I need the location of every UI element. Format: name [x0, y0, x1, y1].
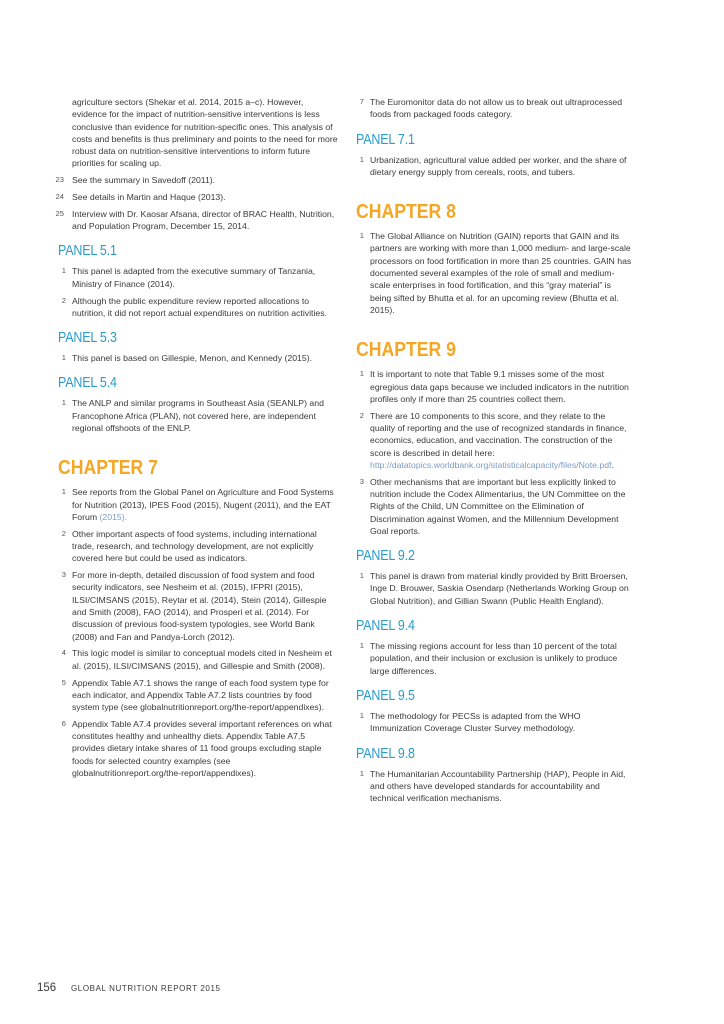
endnote-text: See the summary in Savedoff (2011).	[72, 175, 216, 186]
endnote-text: It is important to note that Table 9.1 misses some of the most egregious data gaps because we included indicators in the nutrition profiles only if more than 25 countries collect them.	[370, 369, 629, 404]
page-footer	[37, 982, 221, 994]
endnote-number: 1	[61, 266, 66, 276]
endnote-number: 1	[359, 154, 364, 164]
endnote-text: Other important aspects of food systems, including international trade, research, and technology development, are not explicitly covered here but could be used as indicators.	[72, 528, 317, 564]
endnote	[58, 569, 340, 643]
endnote-text: Urbanization, agricultural value added per worker, and the share of dietary energy supply from cereals, roots, and tubers.	[370, 154, 627, 177]
panel-9-4-heading: PANEL 9.4	[356, 618, 415, 635]
endnote-text: This panel is drawn from material kindly provided by Britt Broersen, Inge D. Brouwer, Saskia Osendarp (Netherlands Working Group on Global Nutrition), and Gillian Swann (Public Health England).	[370, 571, 629, 606]
endnote-number: 24	[55, 192, 64, 202]
endnote	[58, 528, 340, 565]
endnote-number: 2	[359, 410, 364, 420]
chapter-9-heading: CHAPTER 9	[356, 338, 456, 362]
right-column	[356, 96, 632, 809]
panel-7-1-heading: PANEL 7.1	[356, 131, 415, 148]
endnote-number: 1	[359, 571, 364, 581]
endnote	[356, 230, 632, 316]
endnote-text: Although the public expenditure review reported allocations to nutrition, it did not report actual expenditures on nutrition activities.	[72, 295, 327, 318]
endnote-text: See reports from the Global Panel on Agriculture and Food Systems for Nutrition (2013), IPES Food (2015), Nugent (2011), and the EAT Forum	[72, 487, 334, 522]
endnote-number: 1	[359, 231, 364, 241]
endnote-text: The Euromonitor data do not allow us to break out ultraprocessed foods from packaged foods category.	[370, 97, 623, 120]
endnote-text: See details in Martin and Haque (2013).	[72, 192, 226, 203]
endnote-number: 25	[55, 208, 64, 218]
reference-link[interactable]: (2015).	[99, 511, 128, 522]
panel-9-2-heading: PANEL 9.2	[356, 548, 415, 565]
panel-9-5-heading: PANEL 9.5	[356, 687, 415, 704]
endnote	[356, 768, 632, 805]
endnote	[58, 677, 340, 714]
endnote-number: 3	[359, 476, 364, 486]
endnote	[58, 295, 340, 320]
report-title: GLOBAL NUTRITION REPORT 2015	[70, 984, 221, 993]
endnote-text: The methodology for PECSs is adapted from the WHO Immunization Coverage Cluster Survey methodology.	[370, 710, 581, 734]
endnote	[58, 647, 340, 672]
endnote-number: 6	[61, 718, 66, 728]
endnote-number: 5	[61, 677, 66, 687]
endnote-number: 4	[61, 648, 66, 658]
endnote-text-end: .	[611, 459, 614, 470]
endnote-text: This panel is adapted from the executive summary of Tanzania, Ministry of Finance (2014).	[72, 266, 316, 289]
endnote	[58, 352, 340, 364]
endnote-number: 7	[359, 97, 364, 106]
endnote-number: 1	[359, 369, 364, 379]
endnote-text: The Humanitarian Accountability Partnership (HAP), People in Aid, and others have developed standards for accountability and technical verification mechanisms.	[370, 768, 626, 804]
endnote-number: 1	[61, 398, 66, 408]
endnote-text: This panel is based on Gillespie, Menon, and Kennedy (2015).	[72, 353, 313, 364]
endnote	[356, 640, 632, 677]
endnote	[58, 486, 340, 523]
endnote-24	[55, 191, 340, 203]
panel-5-4-heading: PANEL 5.4	[58, 375, 117, 392]
panel-5-1-heading: PANEL 5.1	[58, 243, 117, 260]
endnote-text: Appendix Table A7.4 provides several important references on what constitutes healthy and unhealthy diets. Appendix Table A7.5 provides dietary intake shares of 11 food groups excluding staple foods for selected country examples (see globalnutritionreport.org/the-report/appendixes).	[72, 718, 332, 779]
endnote	[356, 368, 632, 405]
endnote-number: 1	[359, 768, 364, 778]
endnote-number: 2	[61, 528, 66, 538]
endnote-number: 1	[61, 353, 66, 363]
page-number: 156	[37, 982, 57, 994]
endnote	[58, 397, 340, 434]
endnote	[58, 718, 340, 779]
endnote-text: There are 10 components to this score, and they relate to the quality of reporting and the use of recognized standards in finance, economics, education, and vaccination. The construction of the score is described in detail here:	[370, 410, 627, 458]
continued-note-text: agriculture sectors (Shekar et al. 2014, 2015 a–c). However, evidence for the impact of nutrition-sensitive interventions is less conclusive than evidence for nutrition-specific ones. This analysis of costs and benefits is thus preliminary and points to the need for more robust data on nutrition-sensitive interventions to inform future priorities for scaling up.	[72, 97, 338, 169]
endnote-text: The missing regions account for less than 10 percent of the total population, and their inclusion or exclusion is unlikely to produce large differences.	[370, 641, 618, 676]
endnote	[356, 154, 632, 179]
endnote-25	[55, 208, 340, 233]
endnote-text: For more in-depth, detailed discussion of food system and food security indicators, see Nesheim et al. (2015), IFPRI (2015), ILSI/CIMSANS (2015), Reytar et al. (2014), Stein (2014), Gillespie and Smith (2008), FAO (2014), and Prosperi et al. (2014). For discussion of previous food-system typologies, see World Bank (2008) and Fan and Pandya-Lorch (2012).	[72, 570, 327, 642]
reference-link[interactable]: http://datatopics.worldbank.org/statisticalcapacity/files/Note.pdf	[370, 459, 612, 470]
endnote	[356, 710, 632, 735]
chapter-7-heading: CHAPTER 7	[58, 456, 158, 480]
endnote-text: The Global Alliance on Nutrition (GAIN) reports that GAIN and its partners are working with more than 1,000 medium- and large-scale processors on food fortification in more than 25 countries. GAIN has documented several examples of the role of small and medium-scale enterprises in food fortification, and this “gray material” is being sifted by Bhutta et al. for an upcoming review (Bhutta et al. 2015).	[370, 231, 632, 315]
chapter-8-heading: CHAPTER 8	[356, 200, 456, 224]
endnote	[356, 410, 632, 471]
endnote-text: This logic model is similar to conceptual models cited in Nesheim et al. (2015), ILSI/CIMSANS (2015), and Gillespie and Smith (2008).	[72, 648, 332, 671]
endnote	[356, 570, 632, 607]
endnote-7	[356, 96, 632, 121]
endnote-number: 3	[61, 570, 66, 580]
endnote-text: Interview with Dr. Kaosar Afsana, director of BRAC Health, Nutrition, and Population Program, December 15, 2014.	[72, 208, 335, 232]
endnote-number: 1	[61, 487, 66, 497]
left-column	[55, 96, 340, 784]
endnote-number: 1	[359, 641, 364, 651]
endnote-text: The ANLP and similar programs in Southeast Asia (SEANLP) and Francophone Africa (PLAN), not covered here, are independent regional offshoots of the ENLP.	[72, 398, 324, 434]
endnote	[356, 476, 632, 537]
endnote	[58, 265, 340, 290]
endnote-text: Other mechanisms that are important but less explicitly linked to nutrition include the Codex Alimentarius, the UN Committee on the Rights of the Child, UN Committee on the Elimination of Discrimination against Women, and the Millennium Development Goal reports.	[370, 476, 626, 536]
endnote-text: Appendix Table A7.1 shows the range of each food system type for each indicator, and Appendix Table A7.2 lists countries by food system type (see globalnutritionreport.org/the-report/appendixes).	[72, 677, 329, 713]
panel-5-3-heading: PANEL 5.3	[58, 330, 117, 347]
endnote-number: 2	[61, 295, 66, 305]
endnote-23	[55, 174, 340, 186]
endnote-number: 1	[359, 710, 364, 720]
endnote-number: 23	[55, 175, 64, 185]
panel-9-8-heading: PANEL 9.8	[356, 745, 415, 762]
